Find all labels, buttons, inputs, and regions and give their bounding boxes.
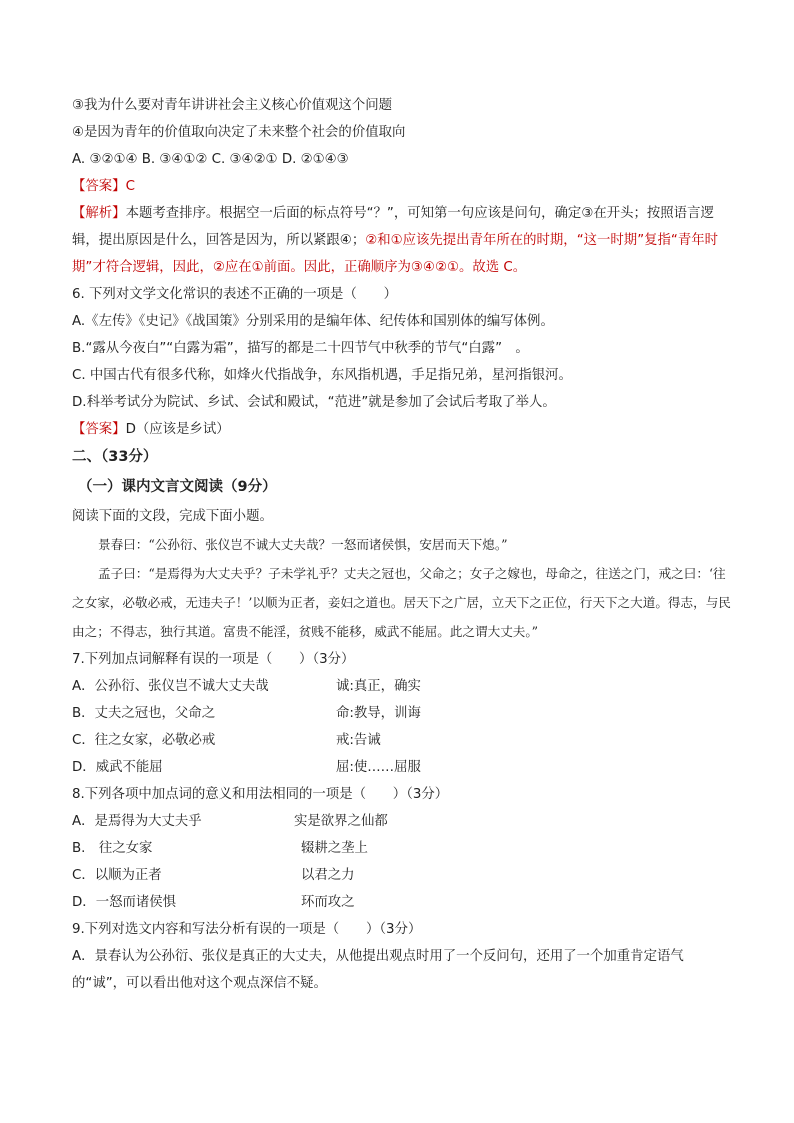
question-8-option-b <box>72 835 732 862</box>
option-text: A．是焉得为大丈夫乎 <box>72 814 202 829</box>
option-text: A．公孙衍、张仪岂不诚大丈夫哉 <box>72 679 269 694</box>
classical-paragraph-2: 孟子曰：“是焉得为大丈夫乎？子未学礼乎？丈夫之冠也，父命之；女子之嫁也，母命之，往送之门，戒之曰：‘往之女家，必敬必戒，无违夫子！’以顺为正者，妾妇之道也。居天下之广居，立天下之正位，行天下之大道。得志，与民由之；不得志，独行其道。富贵不能淫，贫贱不能移，威武不能屈。此之谓大丈夫。” <box>72 566 731 639</box>
answer-tag: 【答案】 <box>72 179 126 194</box>
option-text: D．一怒而诸侯惧 <box>72 895 177 910</box>
option-compare: 环而攻之 <box>301 895 355 910</box>
question-7-option-b <box>72 700 732 727</box>
option-compare: 实是欲界之仙都 <box>294 814 388 829</box>
analysis-tag: 【解析】 <box>72 206 126 221</box>
question-9-stem: 9.下列对选文内容和写法分析有误的一项是（ ）（3分） <box>72 922 422 937</box>
question-6-option-d: D.科举考试分为院试、乡试、会试和殿试，“范进”就是参加了会试后考取了举人。 <box>72 395 556 410</box>
answer-value: D（应该是乡试） <box>125 422 230 437</box>
question-6-option-a: A.《左传》《史记》《战国策》分别采用的是编年体、纪传体和国别体的编写体例。 <box>72 314 554 329</box>
option-explanation: 命:教导，训诲 <box>336 706 421 721</box>
question-6-option-c: C. 中国古代有很多代称，如烽火代指战争，东风指机遇，手足指兄弟，星河指银河。 <box>72 368 572 383</box>
question-6-answer <box>72 416 732 443</box>
analysis-text: 本题考查排序。根据空一后面的标点符号“？”，可知第一句应该是问句，确定③在开头；按照语言逻辑，提出原因是什么，回答是因为，所以紧跟④； <box>72 206 714 248</box>
option-text: B．丈夫之冠也，父命之 <box>72 706 216 721</box>
question-6-stem: 6. 下列对文学文化常识的表述不正确的一项是（ ） <box>72 287 398 302</box>
question-7-option-c <box>72 727 732 754</box>
sentence-3: ③我为什么要对青年讲讲社会主义核心价值观这个问题 <box>72 98 392 113</box>
question-7-option-d <box>72 754 732 781</box>
question-7-stem: 7.下列加点词解释有误的一项是（ ）（3分） <box>72 652 355 667</box>
question-5-options: A. ③②①④ B. ③④①② C. ③④②① D. ②①④③ <box>72 152 349 167</box>
option-explanation: 屈:使……屈服 <box>336 760 421 775</box>
question-8-stem: 8.下列各项中加点词的意义和用法相同的一项是（ ）（3分） <box>72 787 449 802</box>
option-text: D．威武不能屈 <box>72 760 163 775</box>
sentence-4: ④是因为青年的价值取向决定了未来整个社会的价值取向 <box>72 125 406 140</box>
option-explanation: 诚:真正，确实 <box>336 679 421 694</box>
question-8-option-a <box>72 808 732 835</box>
reading-instruction: 阅读下面的文段，完成下面小题。 <box>72 509 273 524</box>
question-7-option-a <box>72 673 732 700</box>
option-compare: 辍耕之垄上 <box>301 841 368 856</box>
answer-tag: 【答案】 <box>72 422 126 437</box>
question-8-option-d <box>72 889 732 916</box>
option-text: C．以顺为正者 <box>72 868 162 883</box>
analysis-text-highlight: ②和①应该先提出青年所在的时期，“这一时期”复指“青年时期”才符合逻辑，因此，②应在①前面。因此，正确顺序为③④②①。故选 C。 <box>72 233 719 275</box>
subsection-1-title: （一）课内文言文阅读（9分） <box>78 479 277 495</box>
classical-paragraph-1: 景春曰：“公孙衍、张仪岂不诚大丈夫哉？一怒而诸侯惧，安居而天下熄。” <box>98 537 508 552</box>
option-explanation: 戒:告诫 <box>336 733 381 748</box>
question-5-answer <box>72 173 732 200</box>
question-8-option-c <box>72 862 732 889</box>
question-5-analysis <box>72 200 732 281</box>
option-compare: 以君之力 <box>301 868 355 883</box>
answer-value: C <box>125 179 135 194</box>
option-text: B. 往之女家 <box>72 841 153 856</box>
section-2-title: 二、（33分） <box>72 449 158 465</box>
document-page <box>72 92 732 997</box>
option-text: C．往之女家，必敬必戒 <box>72 733 216 748</box>
question-6-option-b: B.“露从今夜白”“白露为霜”，描写的都是二十四节气中秋季的节气“白露” 。 <box>72 341 529 356</box>
question-9-option-a: A．景春认为公孙衍、张仪是真正的大丈夫，从他提出观点时用了一个反问句，还用了一个加重肯定语气的“诚”，可以看出他对这个观点深信不疑。 <box>72 949 684 991</box>
